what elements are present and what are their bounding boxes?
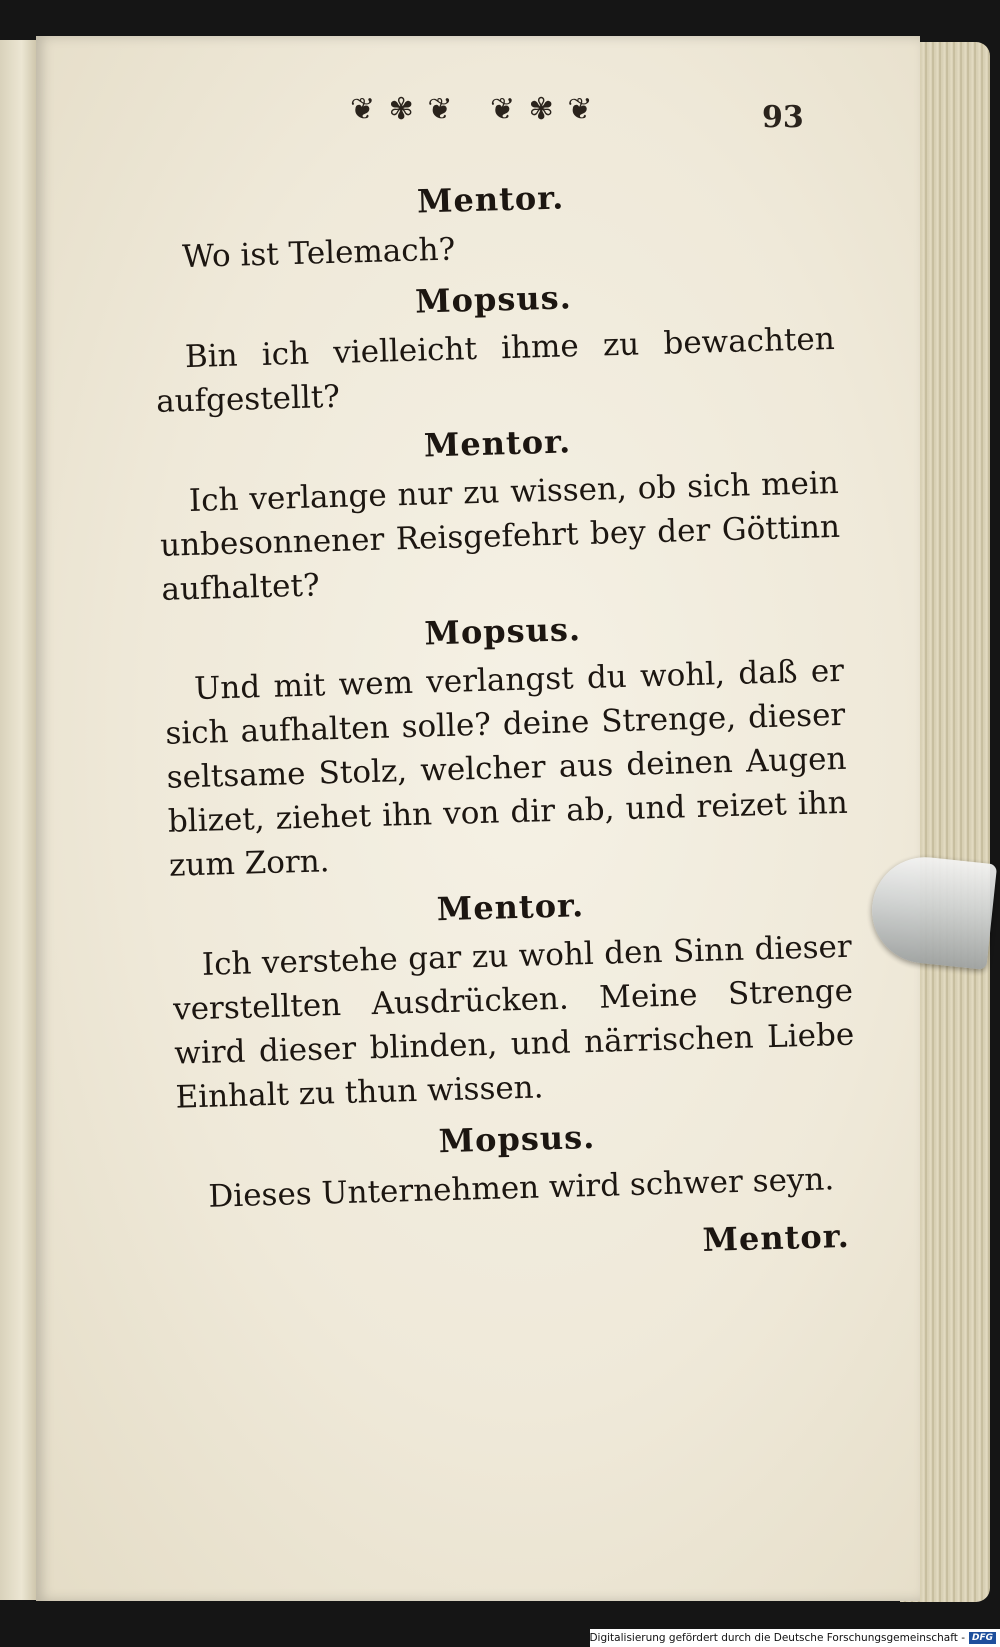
speech-text: Bin ich vielleicht ihme zu bewachten aufgestellt? [155, 320, 836, 420]
footer-credit: Digitalisierung gefördert durch die Deutsche Forschungsgemeinschaft - [589, 1632, 965, 1644]
dfg-logo: DFG [969, 1632, 996, 1644]
catchword: Mentor. [702, 1216, 851, 1259]
header-ornament-right: ❦ ✾ ❦ [490, 92, 595, 127]
speech-text: Dieses Unternehmen wird schwer seyn. [207, 1161, 835, 1215]
speaker-name: Mentor. [436, 886, 585, 929]
speaker-name: Mopsus. [438, 1117, 596, 1161]
footer-bar [590, 1629, 1000, 1647]
page-number: 93 [762, 100, 804, 135]
header-ornament-left: ❦ ✾ ❦ [350, 92, 455, 127]
speech-text: Ich verlange nur zu wissen, ob sich mein unbesonnener Reisgefehrt bey der Göttinn aufhaltet? [159, 464, 841, 608]
speaker-name: Mopsus. [423, 610, 582, 653]
speaker-name: Mopsus. [414, 278, 573, 321]
speaker-name: Mentor. [423, 422, 572, 465]
dialogue-text [150, 161, 861, 1282]
left-page-edge [0, 40, 37, 1600]
speaker-name: Mentor. [416, 178, 565, 221]
speech-text: Wo ist Telemach? [181, 231, 456, 276]
speech-text: Und mit wem verlangst du wohl, daß er sich aufhalten solle? deine Strenge, dieser seltsame Stolz, welcher aus deinen Augen blizet, ziehet ihn von dir ab, und reizet ihn zum Zorn. [164, 652, 849, 884]
speech-text: Ich verstehe gar zu wohl den Sinn dieser verstellten Ausdrücken. Meine Strenge wird dieser blinden, und närrischen Liebe Einhalt zu thun wissen. [172, 928, 855, 1116]
